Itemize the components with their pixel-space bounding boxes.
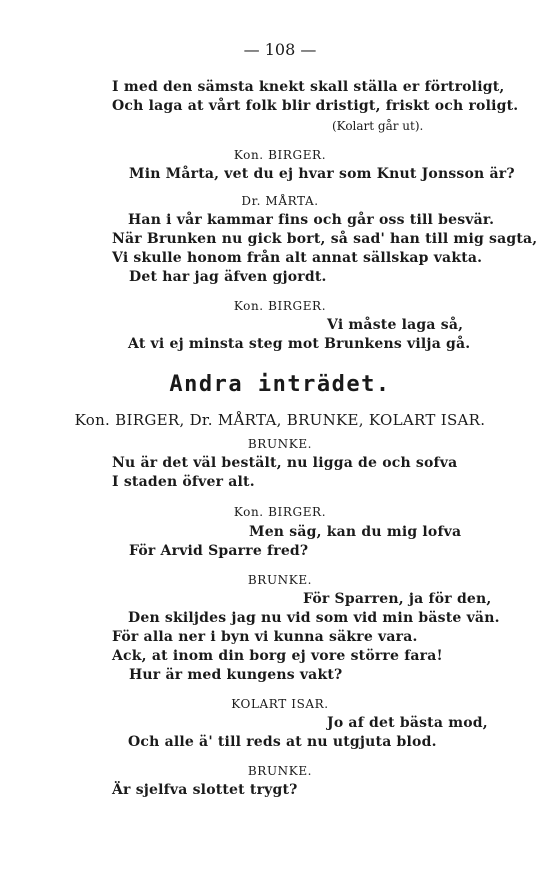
verse-line: Det har jag äfven gjordt.	[129, 269, 327, 285]
verse-line: Jo af det bästa mod,	[327, 715, 488, 731]
verse-line: Han i vår kammar fins och går oss till besvär.	[128, 212, 495, 228]
verse-line: Men säg, kan du mig lofva	[249, 524, 462, 540]
verse-line: Vi måste laga så,	[327, 317, 464, 333]
speaker-name: BRUNKE.	[247, 573, 313, 587]
verse-line: I staden öfver alt.	[112, 474, 255, 490]
speaker-name: KOLART ISAR.	[231, 697, 329, 711]
scene-title: Andra inträdet.	[169, 372, 391, 397]
verse-line: Min Mårta, vet du ej hvar som Knut Jonsson är?	[129, 166, 515, 182]
verse-line: Ack, at inom din borg ej vore större fara!	[112, 648, 443, 664]
speaker-name: Kon. BIRGER.	[233, 299, 327, 313]
verse-line: I med den sämsta knekt skall ställa er förtroligt,	[112, 79, 505, 95]
verse-line: Vi skulle honom från alt annat sällskap vakta.	[112, 250, 483, 266]
verse-line: Och alle ä' till reds at nu utgjuta blod.	[128, 734, 437, 750]
verse-line: Den skiljdes jag nu vid som vid min bäste vän.	[128, 610, 500, 626]
verse-line: Och laga at vårt folk blir dristigt, friskt och roligt.	[112, 98, 519, 114]
verse-line: När Brunken nu gick bort, så sad' han till mig sagta,	[112, 231, 538, 247]
verse-line: At vi ej minsta steg mot Brunkens vilja gå.	[128, 336, 471, 352]
speaker-name: BRUNKE.	[247, 764, 313, 778]
verse-line: Hur är med kungens vakt?	[129, 667, 343, 683]
speaker-name: Dr. MÅRTA.	[241, 194, 319, 208]
speaker-name: BRUNKE.	[247, 437, 313, 451]
stage-direction: (Kolart går ut).	[332, 119, 424, 133]
cast-list: Kon. BIRGER, Dr. MÅRTA, BRUNKE, KOLART ISAR.	[74, 411, 486, 429]
verse-line: För alla ner i byn vi kunna säkre vara.	[112, 629, 418, 645]
verse-line: För Sparren, ja för den,	[303, 591, 492, 607]
page-number: — 108 —	[243, 40, 317, 59]
verse-line: Är sjelfva slottet trygt?	[112, 782, 298, 798]
speaker-name: Kon. BIRGER.	[233, 505, 327, 519]
speaker-name: Kon. BIRGER.	[233, 148, 327, 162]
verse-line: Nu är det väl bestält, nu ligga de och sofva	[112, 455, 458, 471]
verse-line: För Arvid Sparre fred?	[129, 543, 309, 559]
